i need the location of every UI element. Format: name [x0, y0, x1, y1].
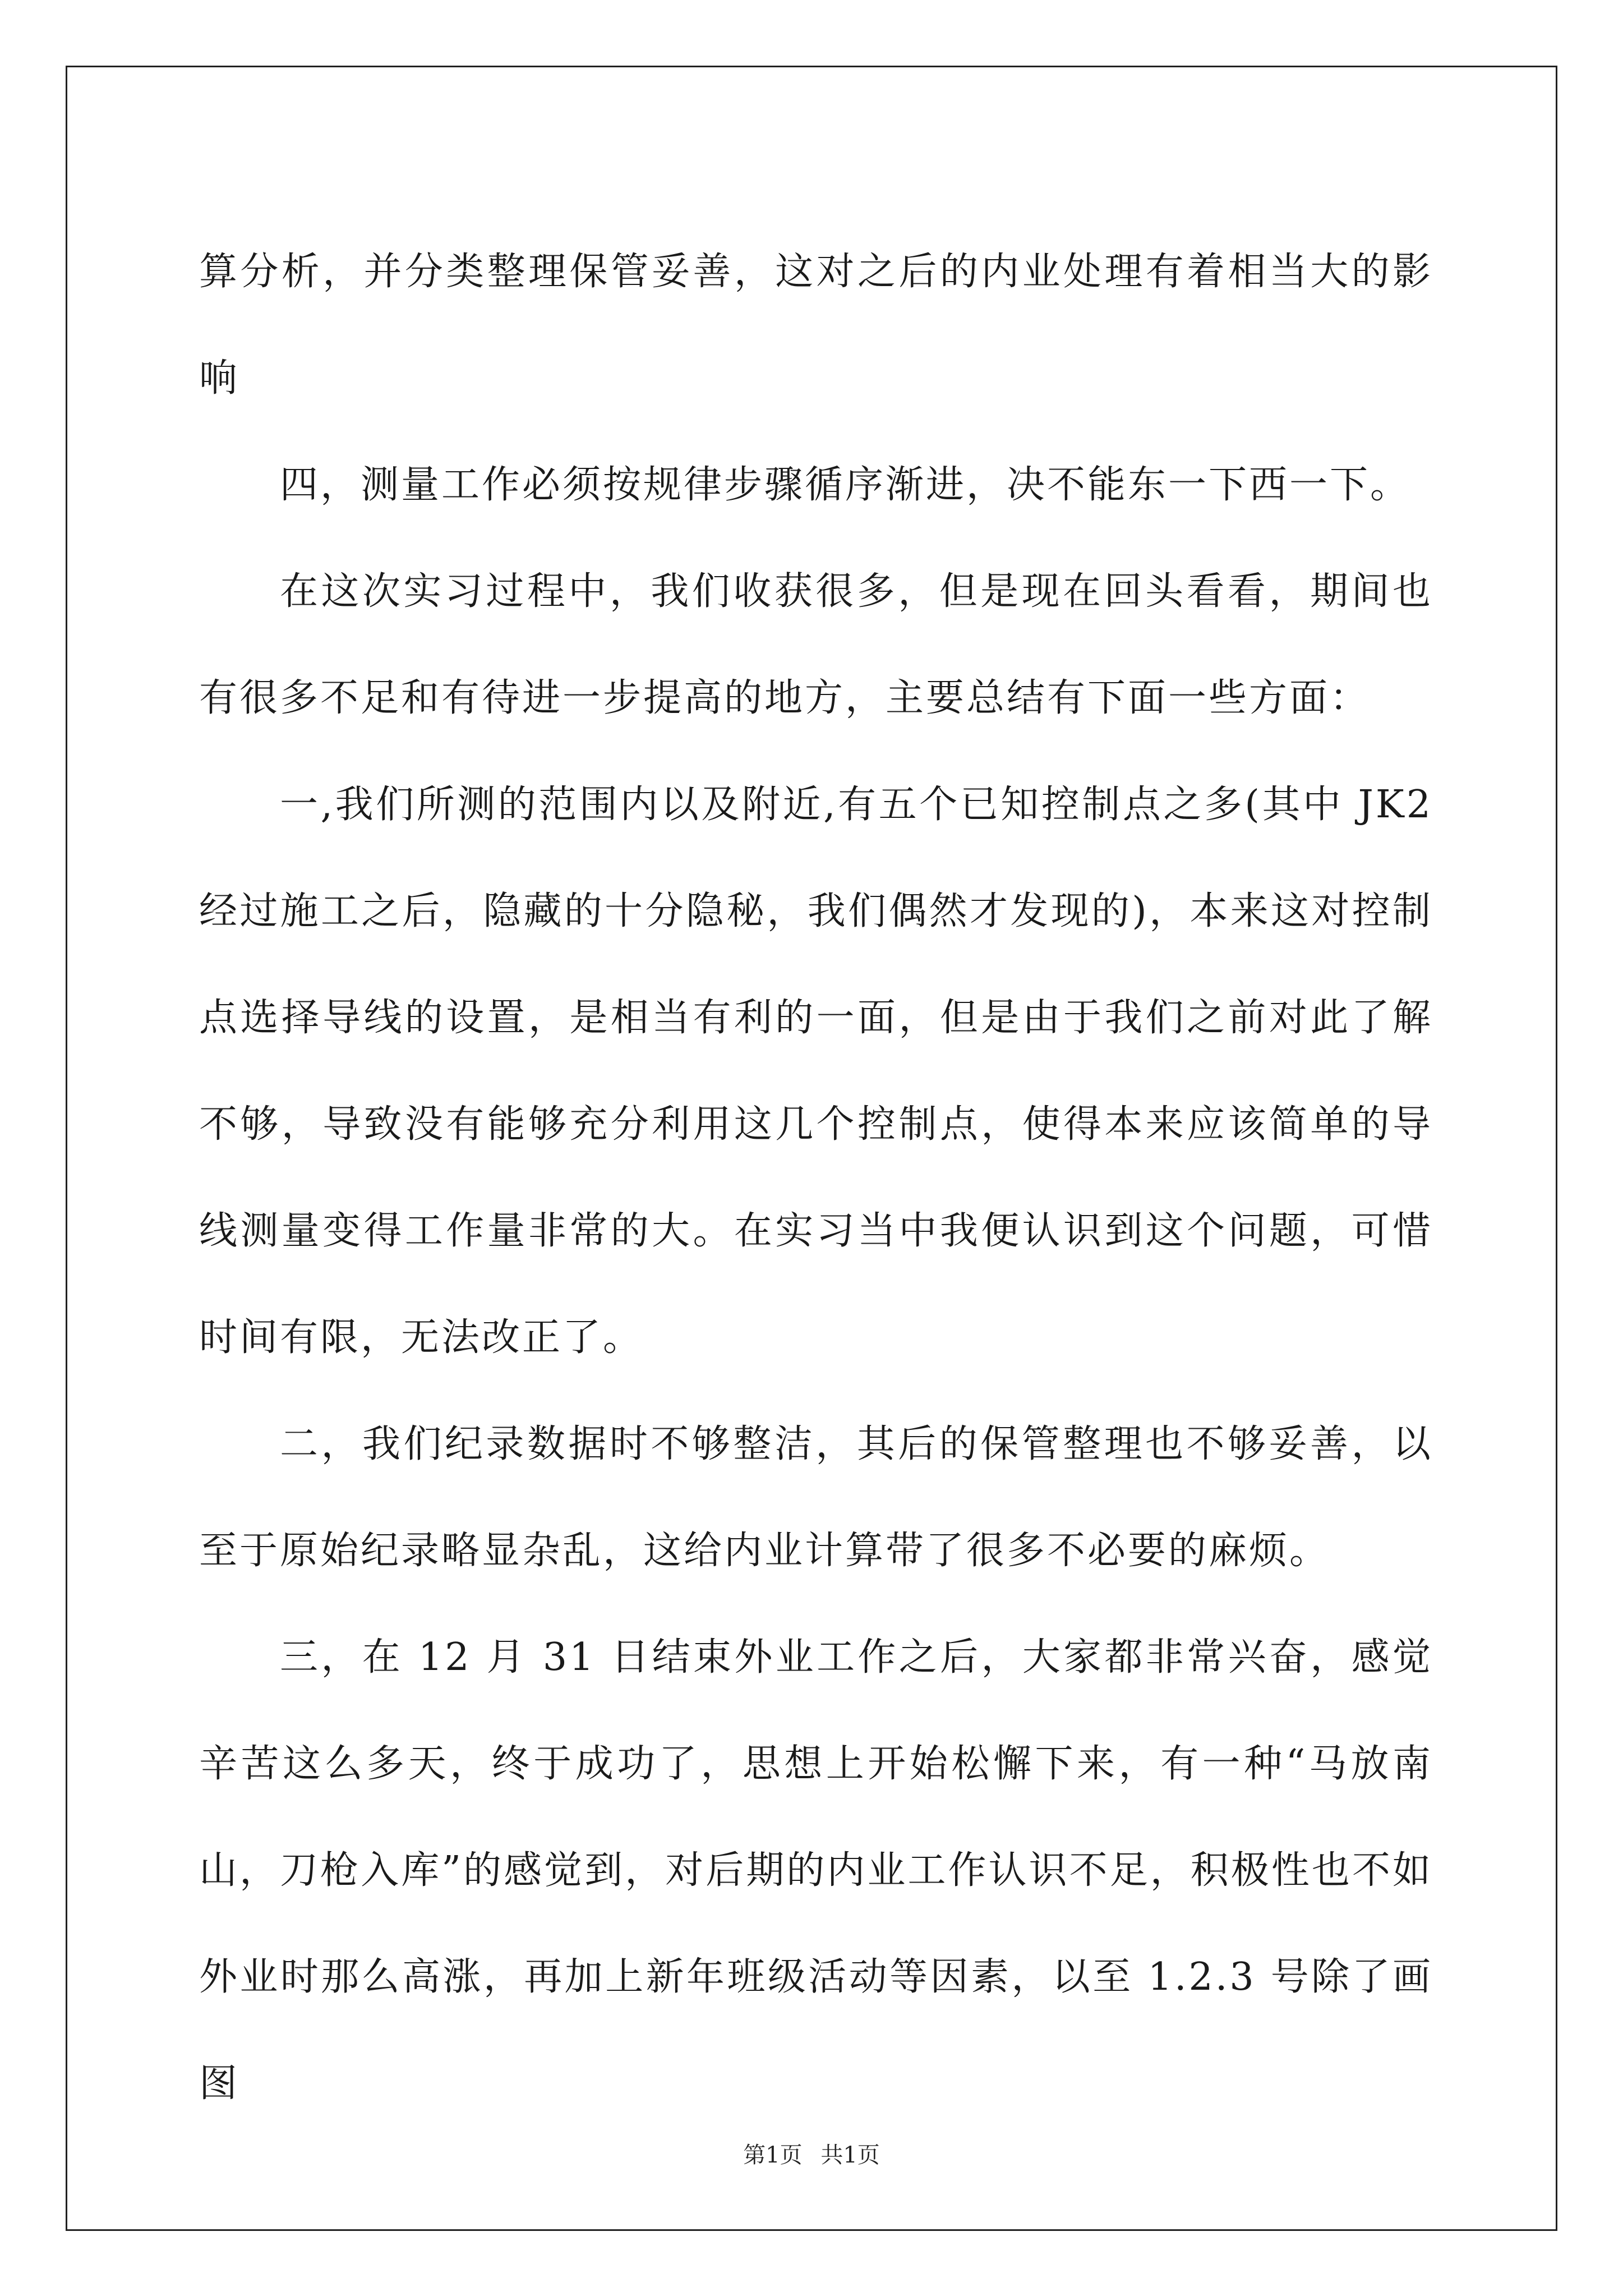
document-body [199, 219, 1433, 2137]
paragraph: 四，测量工作必须按规律步骤循序渐进，决不能东一下西一下。 [280, 463, 1411, 507]
paragraph: 在这次实习过程中，我们收获很多，但是现在回头看看，期间也有很多不足和有待进一步提高的地方，主要总结有下面一些方面： [199, 569, 1433, 720]
paragraph: 算分析，并分类整理保管妥善，这对之后的内业处理有着相当大的影响 [199, 250, 1433, 401]
paragraph: 三，在 12 月 31 日结束外业工作之后，大家都非常兴奋，感觉辛苦这么多天，终于成功了，思想上开始松懈下来，有一种“马放南山，刀枪入库”的感觉到，对后期的内业工作认识不足，积极性也不如外业时那么高涨，再加上新年班级活动等因素，以至 1.2.3 号除了画图 [199, 1635, 1433, 2106]
page-footer [0, 2138, 1623, 2172]
page-total: 共1页 [820, 2142, 880, 2168]
paragraph: 一,我们所测的范围内以及附近,有五个已知控制点之多(其中 JK2经过施工之后，隐藏的十分隐秘，我们偶然才发现的)，本来这对控制点选择导线的设置，是相当有利的一面，但是由于我们之前对此了解不够，导致没有能够充分利用这几个控制点，使得本来应该简单的导线测量变得工作量非常的大。在实习当中我便认识到这个问题，可惜时间有限，无法改正了。 [199, 783, 1433, 1360]
paragraph: 二，我们纪录数据时不够整洁，其后的保管整理也不够妥善，以至于原始纪录略显杂乱，这给内业计算带了很多不必要的麻烦。 [199, 1422, 1433, 1573]
page-number: 第1页 [743, 2142, 803, 2168]
